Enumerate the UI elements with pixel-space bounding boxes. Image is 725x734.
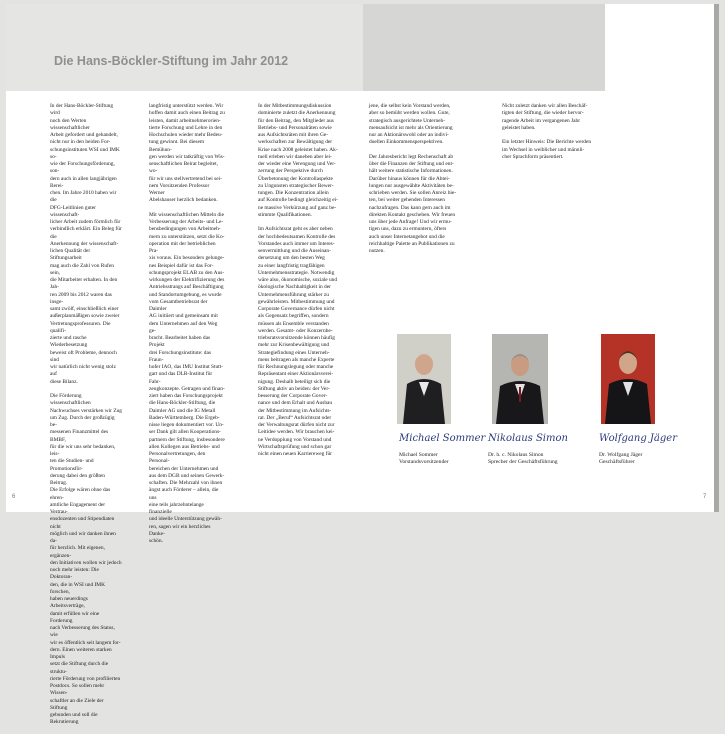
portrait-photo-3 bbox=[601, 334, 655, 424]
page-number-left: 6 bbox=[12, 494, 16, 500]
left-page bbox=[6, 4, 363, 726]
paragraph: In der Hans-Böckler-Stiftung wird noch den Werten wissenschaftlicher Arbeit gefordert und gehandelt, nicht nur in den beiden For- schungsinstituten WSI und IMK so- wie der Forschungsförderung, son- dern auch in allen langjährigen Berei- chen. Im Jahre 2010 haben wir die DFG-Leitlinien guter wissenschaft- licher Arbeit zudem förmlich für verbindlich erklärt. Ein Beleg für die Anerkennung der wissenschaft- lichen Qualität der Stiftungsarbeit mag auch die Zahl von Rufen sein, die Mitarbeiter erhalten. In den Jah- ren 2009 bis 2012 waren das insge- samt zwölf, einschließlich einer außerplanmäßigen sowie zweier Vertretungsprofessuren. Die qualifi- zierte und rasche Wiederbesetzung beweist oft Probleme, dennoch sind wir natürlich nicht wenig stolz auf diese Bilanz. bbox=[50, 103, 122, 385]
signatory-name: Dr. Wolfgang Jäger Geschäftsführer bbox=[599, 452, 643, 466]
paragraph: langfristig unterstützt werden. Wir hoffen damit auch einen Beitrag zu leisten, damit arbeitnehmerorien- tierte Forschung und Lehre in den Hochschulen wieder mehr Bedeu- tung gewinnt. Bei diesem Bemühun- gen werden wir tatkräftig von Wis- senschaftlichen Beirat begleitet, wo- für wir uns stellvertretend bei sei- nem Vorsitzenden Professor Werner Abelshauser herzlich bedanken. bbox=[149, 103, 225, 204]
page-number-right: 7 bbox=[703, 494, 707, 500]
text-column-2 bbox=[149, 103, 225, 553]
paragraph: In der Mitbestimmungsdiskussion dominierte zuletzt die Anerkennung für den Beitrag, den Mitglieder aus Betriebs- und Personalräten sowie aus Aufsichtsräten mit ihren Ge- werkschaften zur Bewältigung der Krise nach 2008 geleistet haben. Ak- tuell erleben wir daneben aber lei- der wieder eine Verengung und Ver- zerrung der Perspektive durch Überbetonung der Kontrollaspekte zu Ungunsten strategischer Bewer- tungen. Die Konzentration allein auf Kontrolle bedingt gleichzeitig ei- ne massive Verkürzung auf ganz be- stimmte Qualifikationen. bbox=[258, 103, 338, 218]
text-column-1 bbox=[50, 103, 122, 734]
signature-sommer: Michael Sommer bbox=[399, 433, 486, 444]
portrait-photo-1 bbox=[397, 334, 451, 424]
text-column-4 bbox=[369, 103, 469, 263]
paragraph: Nicht zuletzt danken wir allen Beschäf- tigten der Stiftung, die wieder hervor- ragende Arbeit im vergangenen Jahr geleistet haben. bbox=[502, 103, 588, 131]
title-band bbox=[6, 4, 363, 91]
paragraph: Im Aufsichtsrat geht es aber neben der hochbedeutsamen Kontrolle des Vorstandes auch immer um Interes- senvermittlung und die Auseinan- dersetzung um den besten Weg zu einer langfristig tragfähigen Unternehmensstrategie. Notwendig wäre also, ökonomische, soziale und ökologische Nachhaltigkeit in der Unternehmensführung stärker zu gewährleisten. Mitbestimmung und Corporate Governance dürfen nicht als Gegensatz begriffen, sondern müssen als Ensemble verstanden werden. Gesamt- oder Konzernbe- triebsratsvorsitzende können häufig mehr zur Krisenbewältigung und Strategiefindung eines Unterneh- mens beitragen als manche Experte für Rechnungslegung oder manche Repräsentant einer Aktionärsverei- nigung. Deshalb beteiligt sich die Stiftung aktiv an beiden: der Ver- besserung der Corporate Gover- nance und dem Erhalt und Ausbau der Mitbestimmung im Aufsichts- rat. Der „Beruf“ Aufsichtsrat oder der Verwaltungsrat dürfen nicht zur Leitidee werden. Wir brauchen kei- ne Verdopplung von Vorstand und Wirtschaftsprüfung und schon gar nicht einen neuen Karriereweg für bbox=[258, 226, 338, 457]
text-column-3 bbox=[258, 103, 338, 466]
paragraph: jene, die selbst kein Vorstand werden, aber so bemüht werden wollen. Gute, strategisch ausgerichtete Unterneh- mensaufsicht ist mehr als Orientierung nur an Aktionärswohl oder an indivi- duellen Einkommensperspektiven. bbox=[369, 103, 453, 146]
signatory-name: Michael Sommer Vorstandsvorsitzender bbox=[399, 452, 449, 466]
signature-simon: Nikolaus Simon bbox=[488, 433, 568, 444]
person-portrait-icon bbox=[601, 334, 655, 424]
edge-band bbox=[714, 4, 719, 512]
header-band-grey bbox=[363, 4, 605, 91]
header-band-white bbox=[605, 4, 719, 91]
text-column-5 bbox=[502, 103, 602, 168]
page-title: Die Hans-Böckler-Stiftung im Jahr 2012 bbox=[54, 54, 289, 68]
person-portrait-icon bbox=[397, 334, 451, 424]
paragraph: Die Förderung wissenschaftlichen Nachwuchses verstärken wir Zug um Zug. Durch der großzügig be- messenen Finanzmittel des BMBF, für die wir uns sehr bedanken, leis- ten die Studien- und Promotionsför- derung dabei den größten Beitrag. Die Erfolge wären ohne das ehren- amtliche Engagement der Vertrau- ensdozenten und Stipendiaten nicht möglich und wir danken ihnen da- für herzlich. Mit eigenen, ergänzen- den Initiativen wollen wir jedoch noch mehr leisten: Die Doktoran- den, die in WSI und IMK forschen, haben neuerdings Arbeitsverträge, damit erfüllen wir eine Forderung nach Verbesserung des Status, wie wir es öffentlich seit langem for- dern. Einen weiteren starken Impuls setzt die Stiftung durch die struktu- rierte Förderung von profilierten Postdocs. So sollen mehr Wissen- schaftler an die Ziele der Stiftung gebunden und soll die Rekrutierung bbox=[50, 393, 122, 726]
right-page bbox=[363, 4, 719, 512]
paragraph: Mit wissenschaftlichen Mitteln die Verbesserung der Arbeits- und Le- bensbedingungen von Arbeitneh- mern zu unterstützen, setzt die Ko- operation mit der betrieblichen Pra- xis voraus. Ein besonders gelunge- nes Beispiel dafür ist das For- schungsprojekt ELAB zu den Aus- wirkungen der Elektrifizierung des Antriebsstrangs auf Beschäftigung und Standortumgebung, es wurde vom Gesamtbetriebsrat der Daimler AG initiiert und gemeinsam mit dem Unternehmen auf den Weg ge- bracht. Bearbeitet haben das Projekt drei Forschungsinstitute: das Fraun- hofer IAO, das IMU Institut Stutt- gart und das DLR-Institut für Fahr- zeugkonzepte. Getragen und finan- ziert haben das Forschungsprojekt die Hans-Böckler-Stiftung, die Daimler AG und die IG Metall Baden-Württemberg. Die Ergeb- nisse liegen dokumentiert vor. Un- ser Dank gilt allen Kooperations- partnern der Stiftung, insbesondere allen Kollegen aus Betriebs- und Personalvertretungen, den Personal- bereichen der Unternehmen und aus dem DGB und seinen Gewerk- schaften. Die Mehrzahl von ihnen ängst auch Förderer – allein, die uns eine teils jahrzehntelange finanzielle und ideelle Unterstützung gewäh- ren, sagen wir ein herzliches Danke- schön. bbox=[149, 211, 225, 544]
portrait-photo-2 bbox=[492, 334, 548, 424]
person-portrait-icon bbox=[492, 334, 548, 424]
signatory-name: Dr. h. c. Nikolaus Simon Sprecher der Geschäftsführung bbox=[488, 452, 558, 466]
paragraph: Ein letzter Hinweis: Die Berichte werden im Wechsel in weiblicher und männli- cher Sprachform präsentiert. bbox=[502, 139, 592, 160]
paragraph: Der Jahresbericht legt Rechenschaft ab über die Finanzen der Stiftung und ent- hält weitere statistische Informationen. Darüber hinaus können für die Abtei- lungen nur ausgewählte Aktivitäten be- schrieben werden. Sie sollen Anreiz bie- ten, bei weiter gehenden Interessen nachzufragen. Das kann gern auch im direkten Kontakt geschehen. Wir freuen uns über jede Anfrage! Und wir ermu- tigen uns, dazu zu ermuntern, öfters auch unser Internetangebot und die reichhaltige Palette an Publikationen zu nutzen. bbox=[369, 153, 457, 254]
signature-jaeger: Wolfgang Jäger bbox=[599, 433, 677, 444]
